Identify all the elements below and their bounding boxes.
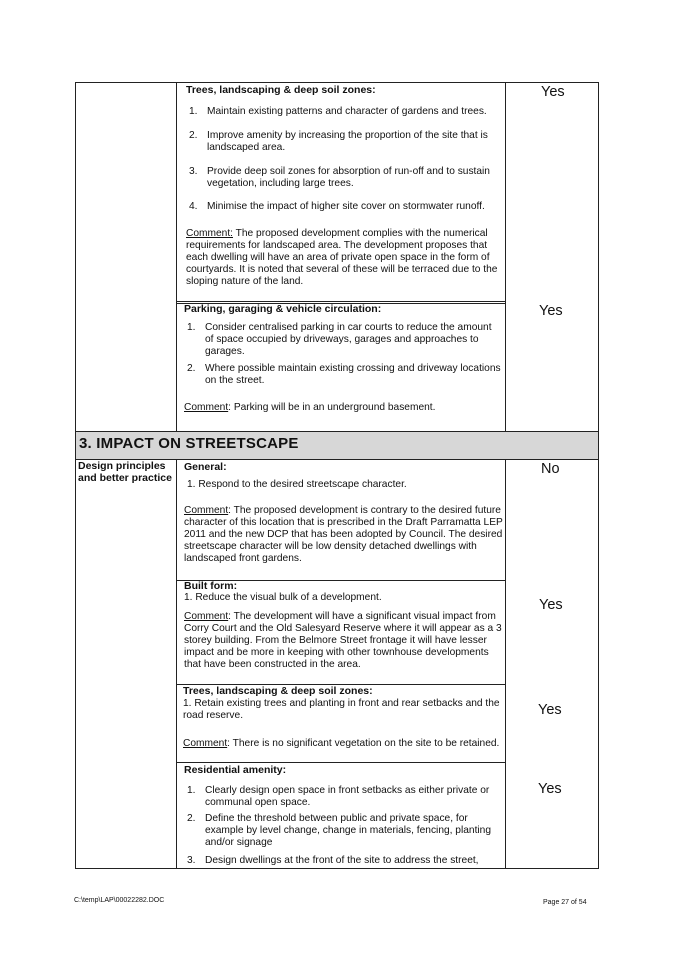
- list-item: Maintain existing patterns and character of gardens and trees.: [207, 106, 487, 117]
- item-number: 3.: [187, 855, 196, 866]
- list-item: Provide deep soil zones for absorption of run-off and to sustain vegetation, including large trees.: [207, 166, 490, 189]
- table-col1-border: [176, 459, 177, 869]
- list-item: 1. Respond to the desired streetscape character.: [187, 479, 407, 490]
- item-number: 1.: [189, 106, 198, 117]
- block-heading: Parking, garaging & vehicle circulation:: [184, 303, 382, 315]
- section-title: 3. IMPACT ON STREETSCAPE: [79, 435, 299, 452]
- comment-body: The proposed development complies with the numerical requirements for landscaped area. The development proposes that each dwelling will have an area of private open space in the form of courtyards. It is noted that several of these will be terraced due to the sloping nature of the land.: [186, 228, 498, 287]
- list-item: 1. Reduce the visual bulk of a development.: [184, 592, 382, 603]
- comment-label: Comment:: [186, 228, 233, 239]
- list-item: Clearly design open space in front setbacks as either private or communal open space.: [205, 785, 490, 808]
- result-value: Yes: [539, 597, 563, 613]
- comment-label: Comment: [183, 738, 228, 749]
- item-number: 1.: [187, 322, 196, 333]
- result-value: Yes: [538, 781, 562, 797]
- result-value: Yes: [539, 303, 563, 319]
- item-number: 2.: [187, 363, 196, 374]
- table-top-border: [75, 82, 599, 83]
- comment-body: : The proposed development is contrary to the desired future character of this location that is prescribed in the Draft Parramatta LEP 2011 and the new DCP that has been adopted by Council. The desired streetscape character will be low density detached dwellings with landscaped front gardens.: [184, 505, 503, 564]
- list-item: 1. Retain existing trees and planting in front and rear setbacks and the road reserve.: [183, 698, 500, 721]
- comment-text: [183, 738, 501, 750]
- block-heading: General:: [184, 461, 227, 473]
- item-number: 1.: [187, 785, 196, 796]
- item-number: 2.: [189, 130, 198, 141]
- footer-file-path: C:\temp\LAP\00022282.DOC: [74, 897, 165, 904]
- block-heading: Built form:: [184, 580, 238, 592]
- result-value: Yes: [541, 84, 565, 100]
- comment-text: [184, 402, 500, 414]
- result-value: No: [541, 461, 560, 477]
- comment-body: : The development will have a significant visual impact from Corry Court and the Old Salesyard Reserve where it will appear as a 3 storey building. From the Belmore Street frontage it will have lesser impact and be more in keeping with other townhouse developments that have been constructed in the area.: [184, 611, 502, 670]
- table-col2-border: [505, 459, 506, 869]
- comment-text: [184, 505, 504, 565]
- comment-label: Comment: [184, 402, 229, 413]
- list-item: Consider centralised parking in car courts to reduce the amount of space occupied by driveways, garages and approaches to garages.: [205, 322, 492, 357]
- table-left-border: [75, 82, 76, 869]
- result-value: Yes: [538, 702, 562, 718]
- comment-label: Comment: [184, 611, 229, 622]
- item-number: 4.: [189, 201, 198, 212]
- list-item: Minimise the impact of higher site cover on stormwater runoff.: [207, 201, 485, 212]
- list-item: Where possible maintain existing crossing and driveway locations on the street.: [205, 363, 501, 386]
- table-bottom-border: [75, 868, 599, 869]
- table-col2-border: [505, 82, 506, 431]
- comment-text: [186, 228, 500, 288]
- comment-text: [184, 611, 502, 671]
- comment-body: : Parking will be in an underground basement.: [228, 402, 436, 413]
- list-item: Design dwellings at the front of the site to address the street,: [205, 855, 479, 866]
- table-right-border: [598, 82, 599, 869]
- item-number: 2.: [187, 813, 196, 824]
- block-heading: Trees, landscaping & deep soil zones:: [186, 84, 376, 96]
- list-item: Improve amenity by increasing the proportion of the site that is landscaped area.: [207, 130, 488, 153]
- design-principles-label: Design principles and better practice: [78, 460, 172, 484]
- comment-body: : There is no significant vegetation on the site to be retained.: [227, 738, 500, 749]
- table-col1-border: [176, 82, 177, 431]
- block-heading: Residential amenity:: [184, 764, 287, 776]
- comment-label: Comment: [184, 505, 229, 516]
- list-item: Define the threshold between public and private space, for example by level change, change in materials, fencing, planting and/or signage: [205, 813, 491, 848]
- row-divider: [176, 301, 506, 302]
- block-heading: Trees, landscaping & deep soil zones:: [183, 685, 373, 697]
- row-divider: [176, 762, 506, 763]
- footer-page-number: Page 27 of 54: [543, 899, 587, 906]
- item-number: 3.: [189, 166, 198, 177]
